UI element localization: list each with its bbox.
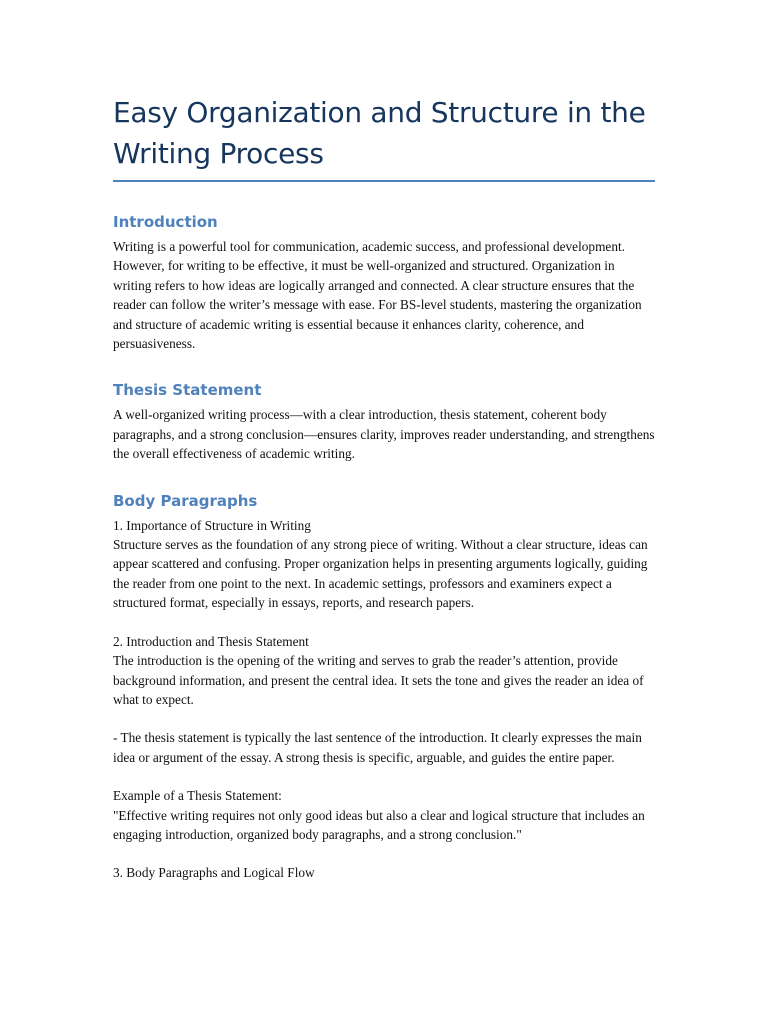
- section-heading: Body Paragraphs: [113, 491, 258, 510]
- subheading-line: Example of a Thesis Statement:: [113, 788, 282, 804]
- paragraph: A well-organized writing process—with a clear introduction, thesis statement, coherent body paragraphs, and a strong conclusion—ensures clarity, improves reader understanding, and strengthens the overall effectiveness of academic writing.: [113, 407, 655, 462]
- section-thesis-statement: [113, 379, 655, 463]
- paragraph-block: [113, 863, 655, 882]
- paragraph: Structure serves as the foundation of any strong piece of writing. Without a clear structure, ideas can appear scattered and confusing. Proper organization helps in presenting arguments logically, guiding the reader from one point to the next. In academic settings, professors and examiners expect a structured format, especially in essays, reports, and research papers.: [113, 537, 648, 611]
- document-title: Easy Organization and Structure in the Writing Process: [113, 92, 655, 182]
- paragraph-block: [113, 632, 655, 710]
- paragraph: Writing is a powerful tool for communication, academic success, and professional development. However, for writing to be effective, it must be well-organized and structured. Organization in writing refers to how ideas are logically arranged and connected. A clear structure ensures that the reader can follow the writer’s message with ease. For BS-level students, mastering the organization and structure of academic writing is essential because it enhances clarity, coherence, and persuasiveness.: [113, 239, 642, 352]
- section-heading: Introduction: [113, 213, 218, 231]
- section-heading: Thesis Statement: [113, 381, 262, 400]
- quote-paragraph: "Effective writing requires not only good ideas but also a clear and logical structure that includes an engaging introduction, organized body paragraphs, and a strong conclusion.": [113, 807, 645, 842]
- subheading-line: 1. Importance of Structure in Writing: [113, 517, 311, 533]
- section-body-paragraphs: [113, 490, 655, 883]
- section-introduction: [113, 211, 655, 353]
- paragraph-block: [113, 516, 655, 613]
- paragraph-block: [113, 728, 655, 767]
- paragraph-block: [113, 405, 655, 463]
- paragraph-block: [113, 237, 655, 353]
- subheading-line: 3. Body Paragraphs and Logical Flow: [113, 865, 315, 881]
- subheading-line: 2. Introduction and Thesis Statement: [113, 633, 309, 649]
- paragraph: - The thesis statement is typically the last sentence of the introduction. It clearly expresses the main idea or argument of the essay. A strong thesis is specific, arguable, and guides the entire paper.: [113, 730, 642, 765]
- paragraph: The introduction is the opening of the writing and serves to grab the reader’s attention, provide background information, and present the central idea. It sets the tone and gives the reader an idea of what to expect.: [113, 653, 644, 707]
- paragraph-block: [113, 786, 655, 844]
- document-page: [113, 92, 655, 883]
